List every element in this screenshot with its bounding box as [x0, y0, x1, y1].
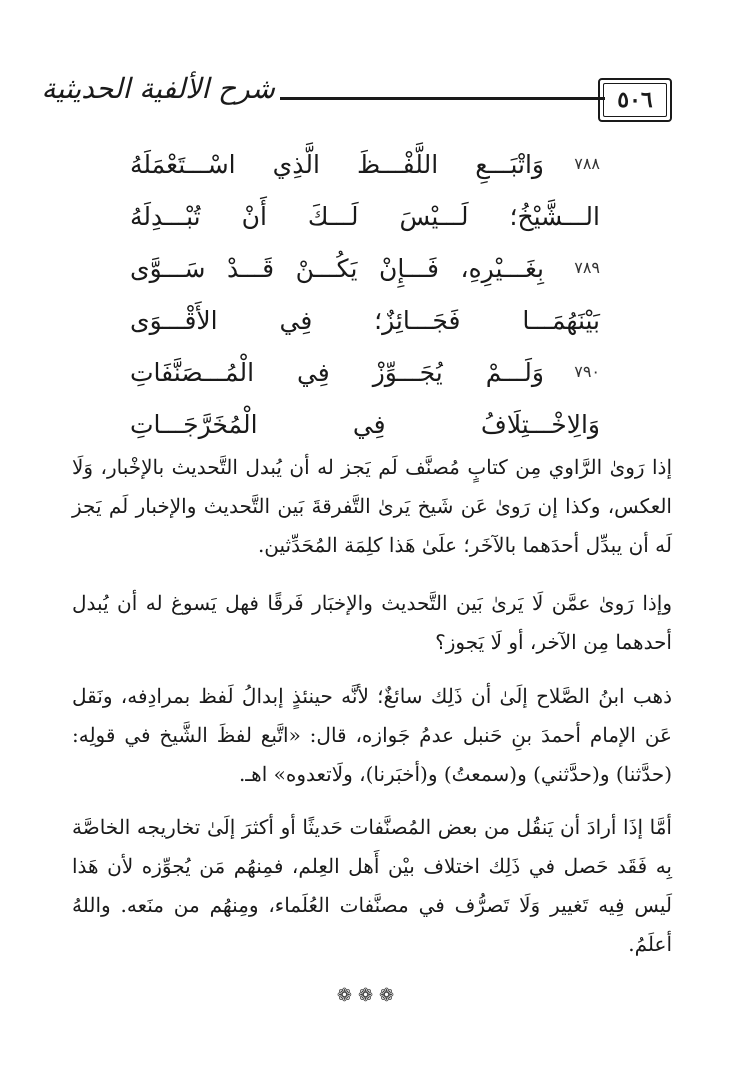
- verse-number: ٧٨٩: [574, 258, 600, 277]
- verse-text: وَالِاخْـــتِلَافُ فِي الْمُخَرَّجَـــاتِ: [130, 409, 600, 439]
- verse-first-hemistich: [130, 346, 600, 398]
- paragraph-text: أمَّا إذَا أرادَ أن يَنقُل من بعض المُصنَّفات حَديثًا أو أكثرَ إلَىٰ تخاريجه الخاصَّة بِه فَقَد حَصل في ذَلِك اختلاف بيْن أَهل العِلم، فمِنهُم مَن يُجوِّزه لأن هَذا لَيس فِيه تَغيير وَلَا تَصرُّف في مصنَّفات العُلَماء، ومِنهُم من منَعه. واللهُ أعلَمُ.: [72, 815, 672, 956]
- verse-text: وَاتْبَـــعِ اللَّفْـــظَ الَّذِي اسْـــتَعْمَلَهُ: [130, 149, 544, 179]
- paragraph-text: إذا رَوىٰ الرَّاوي مِن كتابٍ مُصنَّف لَم يَجز له أن يُبدل التَّحديث بالإخْبار، وَلَا العكس، وكذا إن رَوىٰ عَن شَيخ يَرىٰ التَّفرقةَ بَين التَّحديث والإخبار لَم يَجز لَه أن يبدِّل أحدَهما بالآخَر؛ علَىٰ هَذا كلِمَة المُحَدِّثين.: [72, 455, 672, 557]
- verse-number: ٧٩٠: [574, 362, 600, 381]
- header-rule: [280, 97, 605, 100]
- verse-text: بَيْنَهُمَـــا فَجَـــائِزٌ؛ فِي الأَقْـــوَى: [130, 305, 600, 335]
- page-number: ٥٠٦: [598, 78, 672, 122]
- verse-first-hemistich: [130, 138, 600, 190]
- page-header: [41, 68, 680, 124]
- verse-number: ٧٨٨: [574, 154, 600, 173]
- paragraph-text: وإذا رَوىٰ عمَّن لَا يَرىٰ بَين التَّحديث والإخبَار فَرقًا فهل يَسوغ له أن يُبدل أحدهما مِن الآخر، أو لَا يَجوز؟: [72, 591, 672, 654]
- book-title: شرح الألفية الحديثية: [41, 72, 275, 105]
- commentary-paragraph: [72, 448, 672, 565]
- verse-text: بِغَـــيْرِهِ، فَـــإِنْ يَكُـــنْ قَـــدْ سَـــوَّى: [130, 253, 544, 283]
- verse-first-hemistich: [130, 242, 600, 294]
- commentary-paragraph: [72, 677, 672, 794]
- commentary-paragraph: [72, 584, 672, 662]
- commentary-paragraph: [72, 808, 672, 964]
- section-ornament: ❁❁❁: [336, 985, 401, 1006]
- verse-second-hemistich: [130, 190, 600, 242]
- verse-second-hemistich: [130, 398, 600, 450]
- verse-block: [130, 138, 600, 450]
- verse-text: وَلَـــمْ يُجَـــوِّزْ فِي الْمُـــصَنَّفَاتِ: [130, 357, 544, 387]
- verse-text: الـــشَّيْخُ؛ لَـــيْسَ لَـــكَ أَنْ تُبْـــدِلَهُ: [130, 201, 600, 231]
- verse-second-hemistich: [130, 294, 600, 346]
- paragraph-text: ذهب ابنُ الصَّلاح إلَىٰ أن ذَلِك سائغٌ؛ لأنَّه حينئذٍ إبدالُ لَفظ بمرادِفه، ونَقل عَن الإمام أحمدَ بنِ حَنبل عدمُ جَوازه، قال: «اتَّبع لفظَ الشَّيخ في قولِه: (حدَّثنا) و(حدَّثني) و(سمعتُ) و(أخبَرنا)، ولَاتعدوه» اهـ.: [72, 684, 672, 786]
